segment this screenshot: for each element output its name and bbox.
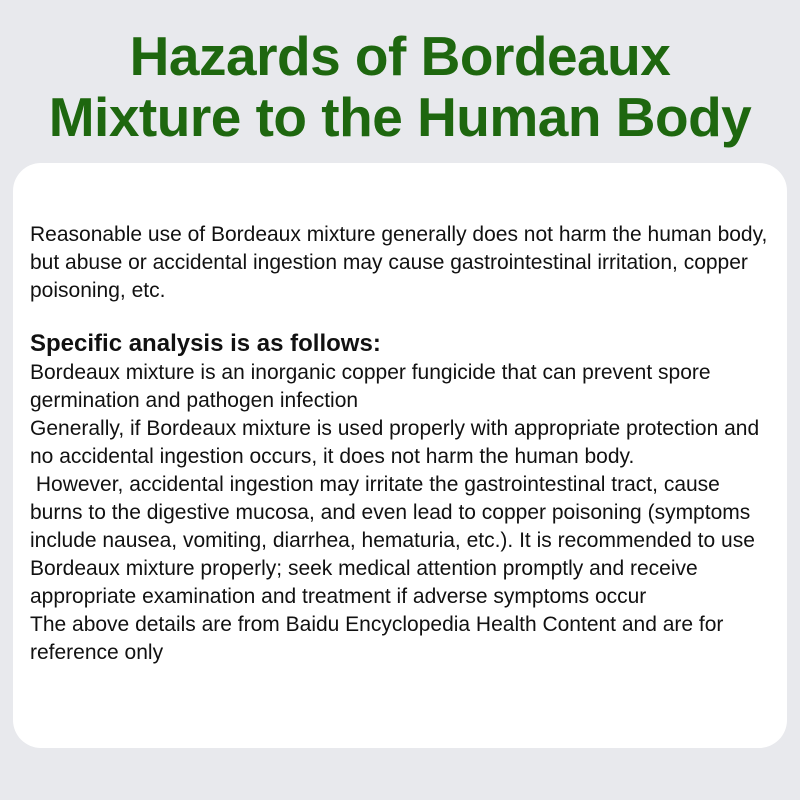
intro-paragraph: Reasonable use of Bordeaux mixture generally does not harm the human body, but abuse or accidental ingestion may cause gastrointestinal irritation, copper poisoning, etc.	[30, 223, 774, 302]
title-line-2: Mixture to the Human Body	[48, 86, 752, 148]
content-card	[13, 163, 787, 748]
analysis-line: Bordeaux mixture is an inorganic copper fungicide that can prevent spore germination and pathogen infection	[30, 361, 717, 412]
analysis-line: Generally, if Bordeaux mixture is used properly with appropriate protection and no accidental ingestion occurs, it does not harm the human body.	[30, 417, 765, 468]
poster-title	[0, 0, 800, 148]
analysis-line: The above details are from Baidu Encyclopedia Health Content and are for reference only	[30, 613, 730, 664]
title-line-1: Hazards of Bordeaux	[129, 25, 671, 87]
section-heading: Specific analysis is as follows:	[30, 330, 381, 357]
analysis-line: However, accidental ingestion may irritate the gastrointestinal tract, cause burns to the digestive mucosa, and even lead to copper poisoning (symptoms include nausea, vomiting, diarrhea, hematuria, etc.). It is recommended to use Bordeaux mixture properly; seek medical attention promptly and receive appropriate examination and treatment if adverse symptoms occur	[30, 473, 761, 608]
